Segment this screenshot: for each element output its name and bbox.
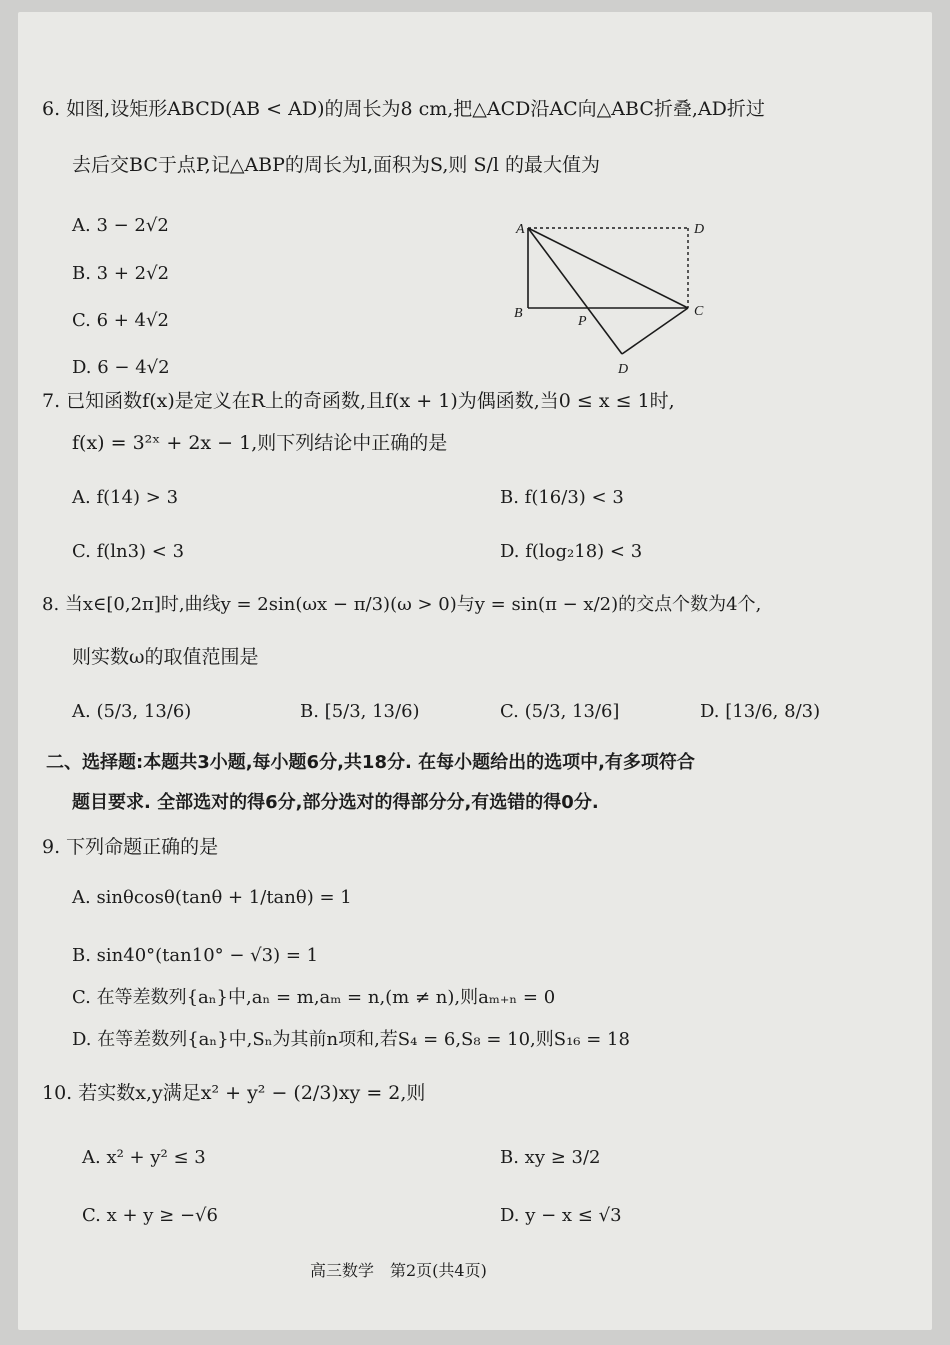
fig-label-d-folded: D <box>618 362 629 377</box>
fig-diagonal-ac <box>528 228 688 308</box>
q6-fold-figure <box>506 207 726 377</box>
q7-line2: f(x) = 3²ˣ + 2x − 1,则下列结论中正确的是 <box>72 432 448 454</box>
exam-page <box>18 12 932 1330</box>
q7-option-b: B. f(16/3) < 3 <box>500 487 624 508</box>
section2-heading-line1: 二、选择题:本题共3小题,每小题6分,共18分. 在每小题给出的选项中,有多项符合 <box>46 752 695 773</box>
q9-option-c: C. 在等差数列{aₙ}中,aₙ = m,aₘ = n,(m ≠ n),则aₘ₊ₙ = 0 <box>72 987 556 1008</box>
q8-option-a: A. (5/3, 13/6) <box>72 701 192 722</box>
q7-line1: 7. 已知函数f(x)是定义在R上的奇函数,且f(x + 1)为偶函数,当0 ≤ x ≤ 1时, <box>42 390 675 412</box>
q8-line2: 则实数ω的取值范围是 <box>72 646 259 668</box>
q6-option-b: B. 3 + 2√2 <box>72 263 170 284</box>
section2-heading-line2: 题目要求. 全部选对的得6分,部分选对的得部分分,有选错的得0分. <box>72 792 599 813</box>
q10-option-c: C. x + y ≥ −√6 <box>82 1205 218 1226</box>
q6-line2: 去后交BC于点P,记△ABP的周长为l,面积为S,则 S/l 的最大值为 <box>72 154 600 176</box>
fig-folded-ad <box>528 228 622 354</box>
q7-option-c: C. f(ln3) < 3 <box>72 541 185 562</box>
q10-stem: 10. 若实数x,y满足x² + y² − (2/3)xy = 2,则 <box>42 1082 426 1104</box>
q10-option-a: A. x² + y² ≤ 3 <box>82 1147 206 1168</box>
q6-option-a: A. 3 − 2√2 <box>72 215 169 236</box>
q8-option-d: D. [13/6, 8/3) <box>700 701 821 722</box>
q9-option-d: D. 在等差数列{aₙ}中,Sₙ为其前n项和,若S₄ = 6,S₈ = 10,则S₁₆ = 18 <box>72 1029 630 1050</box>
fig-label-p: P <box>578 314 587 329</box>
fig-label-a: A <box>516 222 525 237</box>
q9-option-b: B. sin40°(tan10° − √3) = 1 <box>72 945 319 966</box>
q9-option-a: A. sinθcosθ(tanθ + 1/tanθ) = 1 <box>72 887 352 908</box>
q8-option-b: B. [5/3, 13/6) <box>300 701 420 722</box>
q9-stem: 9. 下列命题正确的是 <box>42 836 219 858</box>
fig-folded-dc <box>622 308 688 354</box>
q10-option-b: B. xy ≥ 3/2 <box>500 1147 601 1168</box>
q7-option-a: A. f(14) > 3 <box>72 487 179 508</box>
q6-option-c: C. 6 + 4√2 <box>72 310 169 331</box>
q8-option-c: C. (5/3, 13/6] <box>500 701 620 722</box>
q8-line1: 8. 当x∈[0,2π]时,曲线y = 2sin(ωx − π/3)(ω > 0)与y = sin(π − x/2)的交点个数为4个, <box>42 594 762 615</box>
q6-line1: 6. 如图,设矩形ABCD(AB < AD)的周长为8 cm,把△ACD沿AC向△ABC折叠,AD折过 <box>42 98 765 120</box>
fig-label-d-top: D <box>694 222 705 237</box>
fig-label-c: C <box>694 304 704 319</box>
page-footer: 高三数学 第2页(共4页) <box>310 1261 487 1280</box>
q6-option-d: D. 6 − 4√2 <box>72 357 170 378</box>
q7-option-d: D. f(log₂18) < 3 <box>500 541 643 562</box>
q10-option-d: D. y − x ≤ √3 <box>500 1205 622 1226</box>
fig-label-b: B <box>514 306 523 321</box>
